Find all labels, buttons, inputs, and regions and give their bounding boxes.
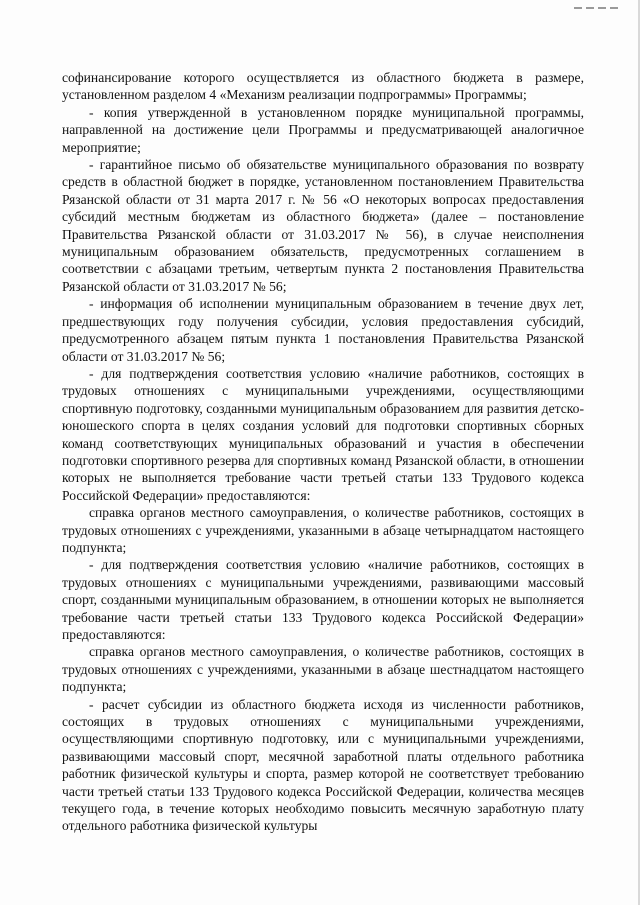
paragraph-sports-training-condition: - для подтверждения соответствия условию «наличие работников, состоящих в трудовых отношениях с муниципальными учреждениями, осуществляющими спортивную подготовку, созданными муниципальным образованием для развития детско-юношеского спорта в целях создания условий для подготовки спортивных сборных команд соответствующих муниципальных образований и участия в обеспечении подготовки спортивного резерва для спортивных команд Рязанской области, в отношении которых не выполняется требование части третьей статьи 133 Трудового кодекса Российской Федерации» предоставляются: — [62, 365, 584, 503]
paragraph-execution-info: - информация об исполнении муниципальным образованием в течение двух лет, предшествующих году получения субсидии, условия предоставления субсидий, предусмотренного абзацем пятым пункта 1 постановления Правительства Рязанской области от 31.03.2017 № 56; — [62, 296, 584, 364]
paragraph-reference-fourteenth: справка органов местного самоуправления, о количестве работников, состоящих в трудовых отношениях с учреждениями, указанными в абзаце четырнадцатом настоящего подпункта; — [62, 505, 584, 555]
corner-dash-marks — [574, 7, 620, 9]
paragraph-cofinancing: софинансирование которого осуществляется из областного бюджета в размере, установленном разделом 4 «Механизм реализации подпрограммы» Программы; — [62, 70, 584, 103]
paragraph-subsidy-calculation: - расчет субсидии из областного бюджета исходя из численности работников, состоящих в трудовых отношениях с муниципальными учреждениями, осуществляющими спортивную подготовку, или с муниципальными учреждениями, развивающими массовый спорт, месячной заработной платы отдельного работника работник физической культуры и спорта, размер которой не соответствует требованию части третьей статьи 133 Трудового кодекса Российской Федерации, количества месяцев текущего года, в течение которых необходимо повысить месячную заработную плату отдельного работника физической культуры — [62, 696, 584, 834]
paragraph-reference-sixteenth: справка органов местного самоуправления, о количестве работников, состоящих в трудовых отношениях с учреждениями, указанными в абзаце шестнадцатом настоящего подпункта; — [62, 644, 584, 695]
paragraph-guarantee-letter: - гарантийное письмо об обязательстве муниципального образования по возврату средств в областной бюджет в порядке, установленном постановлением Правительства Рязанской области от 31 марта 2017 г. № 56 «О некоторых вопросах предоставления субсидий местным бюджетам из областного бюджета» (далее – постановление Правительства Рязанской области от 31.03.2017 № 56), в случае неисполнения муниципальным образованием обязательств, предусмотренных соглашением в соответствии с абзацами третьим, четвертым пункта 2 постановления Правительства Рязанской области от 31.03.2017 № 56; — [62, 157, 584, 294]
document-body — [62, 69, 584, 835]
paragraph-mass-sport-condition: - для подтверждения соответствия условию «наличие работников, состоящих в трудовых отношениях с муниципальными учреждениями, развивающими массовый спорт, созданными муниципальным образованием, в отношении которых не выполняется требование части третьей статьи 133 Трудового кодекса Российской Федерации» предоставляются: — [62, 557, 584, 642]
paragraph-program-copy: - копия утвержденной в установленном порядке муниципальной программы, направленной на достижение цели Программы и предусматривающей аналогичное мероприятие; — [62, 104, 584, 155]
